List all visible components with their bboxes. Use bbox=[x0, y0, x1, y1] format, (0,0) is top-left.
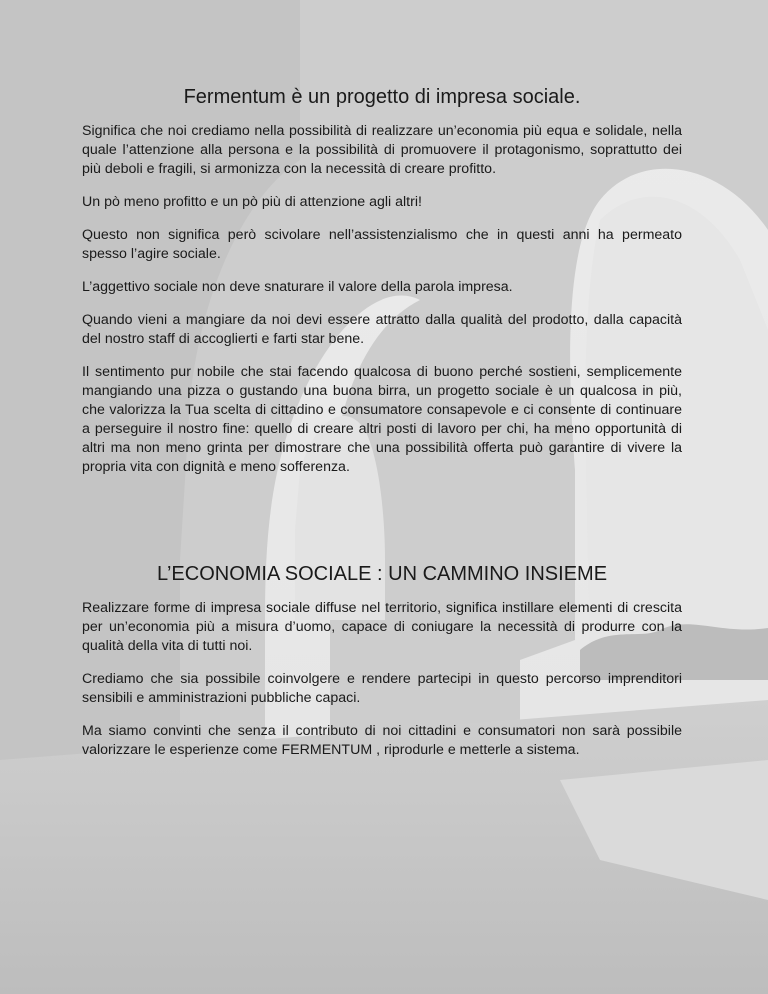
section-title-impresa-sociale: Fermentum è un progetto di impresa sociale. bbox=[183, 86, 581, 108]
paragraph: Questo non significa però scivolare nell’assistenzialismo che in questi anni ha permeato spesso l’agire sociale. bbox=[82, 227, 682, 262]
paragraph: Un pò meno profitto e un pò più di attenzione agli altri! bbox=[82, 194, 422, 210]
paragraph: Significa che noi crediamo nella possibilità di realizzare un’economia più equa e solidale, nella quale l’attenzione alla persona e la possibilità di promuovere il protagonismo, soprattutto dei più deboli e fragili, si armonizza con la necessità di creare profitto. bbox=[82, 123, 682, 177]
paragraph: Ma siamo convinti che senza il contributo di noi cittadini e consumatori non sarà possibile valorizzare le esperienze come FERMENTUM , riprodurle e metterle a sistema. bbox=[82, 723, 682, 758]
section1-body bbox=[82, 122, 682, 491]
paragraph: Quando vieni a mangiare da noi devi essere attratto dalla qualità del prodotto, dalla capacità del nostro staff di accoglierti e farti star bene. bbox=[82, 312, 682, 347]
section-title-economia-sociale: L’ECONOMIA SOCIALE : UN CAMMINO INSIEME bbox=[156, 563, 608, 585]
section2-body bbox=[82, 599, 682, 774]
paragraph: L’aggettivo sociale non deve snaturare il valore della parola impresa. bbox=[82, 279, 513, 295]
paragraph: Il sentimento pur nobile che stai facendo qualcosa di buono perché sostieni, semplicemente mangiando una pizza o gustando una buona birra, un progetto sociale è un qualcosa in più, che valorizza la Tua scelta di cittadino e consumatore consapevole e ci consente di continuare a perseguire il nostro fine: quello di creare altri posti di lavoro per chi, ha meno opportunità di altri ma non meno grinta per dimostrare che una possibilità offerta può garantire di vivere la propria vita con dignità e meno sofferenza. bbox=[82, 364, 682, 475]
paragraph: Crediamo che sia possibile coinvolgere e rendere partecipi in questo percorso imprenditori sensibili e amministrazioni pubbliche capaci. bbox=[82, 671, 682, 706]
paragraph: Realizzare forme di impresa sociale diffuse nel territorio, significa instillare elementi di crescita per un’economia più a misura d’uomo, capace di coniugare la necessità di produrre con la qualità della vita di tutti noi. bbox=[82, 600, 682, 654]
